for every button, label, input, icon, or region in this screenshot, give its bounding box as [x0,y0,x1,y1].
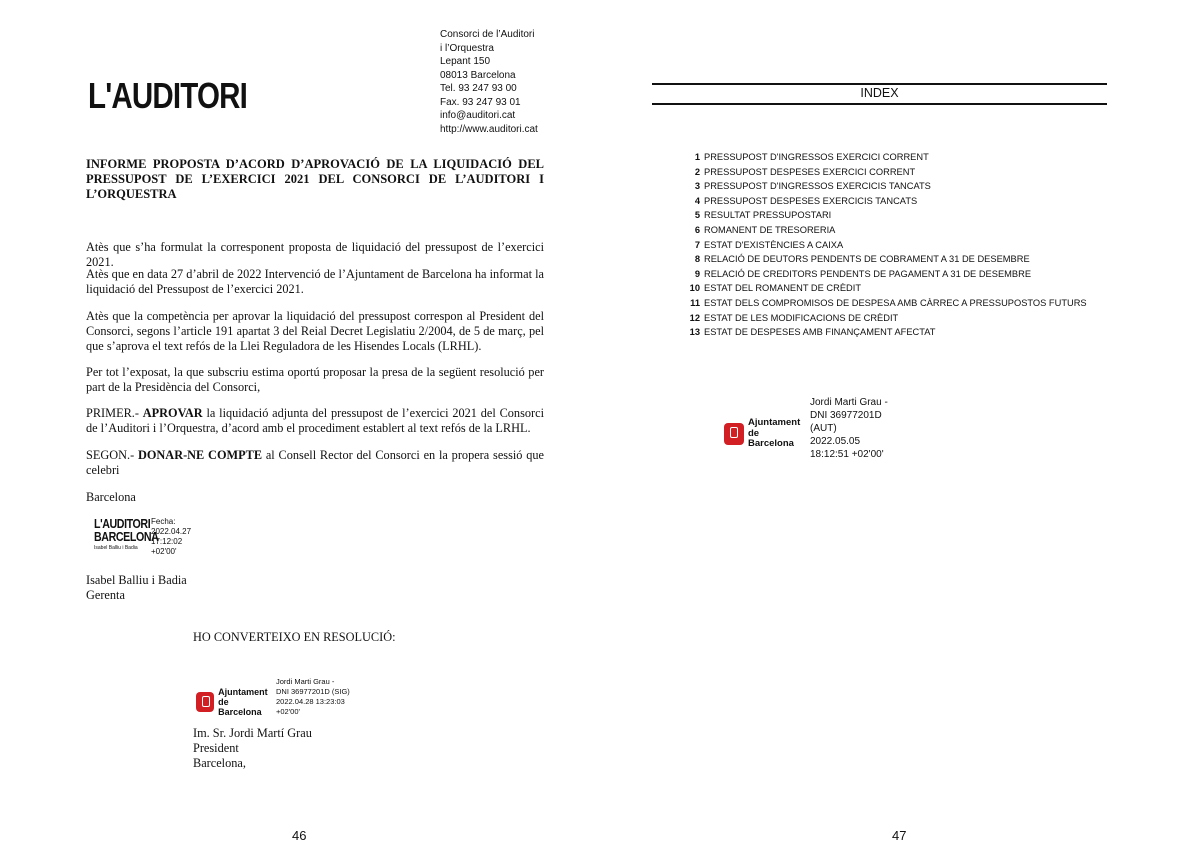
address-line: Fax. 93 247 93 01 [440,96,521,108]
address-website[interactable]: http://www.auditori.cat [440,123,538,135]
page-number-right: 47 [892,828,907,843]
index-label: ESTAT DEL ROMANENT DE CRÈDIT [704,283,862,294]
signature-stamp [151,517,191,557]
stamp-line: Jordi Marti Grau - [810,397,888,408]
signature-mark-line1: L'AUDITORI [94,516,151,531]
index-label: PRESSUPOST D'INGRESSOS EXERCICIS TANCATS [704,181,931,192]
signer-role: Gerenta [86,588,125,602]
stamp-line: +02'00' [151,547,177,556]
stamp-line: DNI 36977201D [810,410,882,421]
index-label: RELACIÓ DE DEUTORS PENDENTS DE COBRAMENT A 31 DE DESEMBRE [704,254,1030,265]
index-label: PRESSUPOST DESPESES EXERCICI CORRENT [704,166,916,177]
index-item[interactable] [676,179,1087,194]
segon-prefix: SEGON.- [86,448,138,462]
stamp-line: 18:12:51 +02'00' [810,449,884,460]
index-item[interactable] [676,150,1087,165]
stamp-line: (AUT) [810,423,837,434]
index-number: 7 [694,239,700,250]
city-text: Barcelona [86,490,136,504]
index-number: 4 [694,195,700,206]
index-number: 12 [689,312,700,323]
ajuntament-line2: de Barcelona [748,427,794,449]
index-label: PRESSUPOST DESPESES EXERCICIS TANCATS [704,195,918,206]
index-item[interactable] [676,194,1087,209]
index-number: 9 [694,268,700,279]
segon-text: al Consell Rector del Consorci en la propera sessió que celebri [86,448,544,477]
index-number: 5 [694,210,700,221]
index-title: INDEX [860,86,899,100]
ajuntament-shield-icon [196,692,214,712]
index-item[interactable] [676,252,1087,267]
index-label: RESULTAT PRESSUPOSTARI [704,210,832,221]
index-number: 1 [694,152,700,162]
primer-bold: APROVAR [142,406,203,420]
paragraph-2: Atès que en data 27 d’abril de 2022 Intervenció de l’Ajuntament de Barcelona ha informat la liquidació del Pressupost de l’exercici 2021. [86,267,544,296]
index-rule-bottom [652,103,1107,105]
signature-stamp [810,396,888,461]
address-line: i l’Orquestra [440,42,494,54]
president-role: President [193,741,239,755]
index-item[interactable] [676,223,1087,238]
document-title: INFORME PROPOSTA D’ACORD D’APROVACIÓ DE LA LIQUIDACIÓ DEL PRESSUPOST DE L’EXERCICI 2021 DEL CONSORCI DE L’AUDITORI I L’ORQUESTRA [86,157,544,201]
president-name: Im. Sr. Jordi Martí Grau [193,726,312,740]
page-number-left: 46 [292,828,307,843]
index-item[interactable] [676,311,1087,326]
index-number: 2 [694,166,700,177]
stamp-line: 2022.05.05 [810,436,861,447]
index-number: 13 [689,327,700,338]
index-rule-top [652,83,1107,85]
stamp-line: +02'00' [276,707,300,716]
stamp-line: 2022.04.27 [151,527,192,536]
index-label: ESTAT D'EXISTÈNCIES A CAIXA [704,239,844,250]
ajuntament-line1: Ajuntament [748,417,801,428]
ajuntament-line2: de Barcelona [218,697,262,717]
resolution-text: HO CONVERTEIXO EN RESOLUCIÓ: [193,630,396,644]
index-item[interactable] [676,281,1087,296]
stamp-line: 17:12:02 [151,537,183,546]
index-item[interactable] [676,208,1087,223]
primer-text: la liquidació adjunta del pressupost de l’exercici 2021 del Consorci de l’Auditori i l’Orquestra, d’acord amb el procediment establert al text refós de la LRHL. [86,406,544,435]
index-label: RELACIÓ DE CREDITORS PENDENTS DE PAGAMENT A 31 DE DESEMBRE [704,268,1032,279]
address-block [440,28,538,136]
ajuntament-logo [724,418,802,450]
paragraph-4: Per tot l’exposat, la que subscriu estima oportú proposar la presa de la següent resolució per part de la Presidència del Consorci, [86,365,544,394]
paragraph-1: Atès que s’ha formulat la corresponent proposta de liquidació del pressupost de l’exercici 2021. [86,240,544,269]
index-label: ESTAT DE DESPESES AMB FINANÇAMENT AFECTAT [704,327,936,338]
segon-bold: DONAR-NE COMPTE [137,448,263,462]
index-item[interactable] [676,325,1087,340]
signer-name: Isabel Balliu i Badia [86,573,187,587]
stamp-line: Jordi Marti Grau - [276,677,335,686]
address-email[interactable]: info@auditori.cat [440,110,516,121]
address-line: Lepant 150 [440,56,491,67]
ajuntament-line1: Ajuntament [218,687,268,697]
paragraph-3: Atès que la competència per aprovar la liquidació del pressupost correspon al President del Consorci, segons l’article 191 apartat 3 del Reial Decret Legislatiu 2/2004, de 5 de març, pel que s’aprova el text refós de la Llei Reguladora de les Hisendes Locals (LRHL). [86,309,544,353]
stamp-line: DNI 36977201D (SIG) [276,687,350,696]
primer-prefix: PRIMER.- [86,406,143,420]
index-item[interactable] [676,296,1087,311]
index-label: ESTAT DELS COMPROMISOS DE DESPESA AMB CÀRREC A PRESSUPOSTOS FUTURS [704,297,1087,308]
signature-stamp [276,677,350,717]
address-line: Consorci de l’Auditori [440,29,535,40]
index-label: ESTAT DE LES MODIFICACIONS DE CRÈDIT [704,312,899,323]
index-number: 6 [694,224,700,235]
president-city: Barcelona, [193,756,246,770]
index-label: ROMANENT DE TRESORERIA [704,224,836,235]
ajuntament-shield-icon [724,423,744,445]
index-number: 11 [690,297,700,308]
stamp-line: Fecha: [151,517,176,526]
index-number: 3 [694,181,700,192]
index-item[interactable] [676,238,1087,253]
paragraph-segon [86,448,544,478]
address-line: Tel. 93 247 93 00 [440,83,517,94]
stamp-line: 2022.04.28 13:23:03 [276,697,345,706]
auditori-logo: L'AUDITORI [88,75,247,116]
signature-mark-sub: Isabel Balliu i Badia [94,545,138,551]
index-list [676,150,1087,340]
index-number: 10 [689,283,700,294]
signature-auditori [94,516,192,556]
paragraph-primer [86,406,544,436]
index-item[interactable] [676,165,1087,180]
index-label: PRESSUPOST D'INGRESSOS EXERCICI CORRENT [704,152,929,162]
signature-mark-line2: BARCELONA [94,529,159,544]
index-item[interactable] [676,267,1087,282]
ajuntament-logo [196,687,270,717]
address-line: 08013 Barcelona [440,69,516,81]
index-number: 8 [694,254,700,265]
